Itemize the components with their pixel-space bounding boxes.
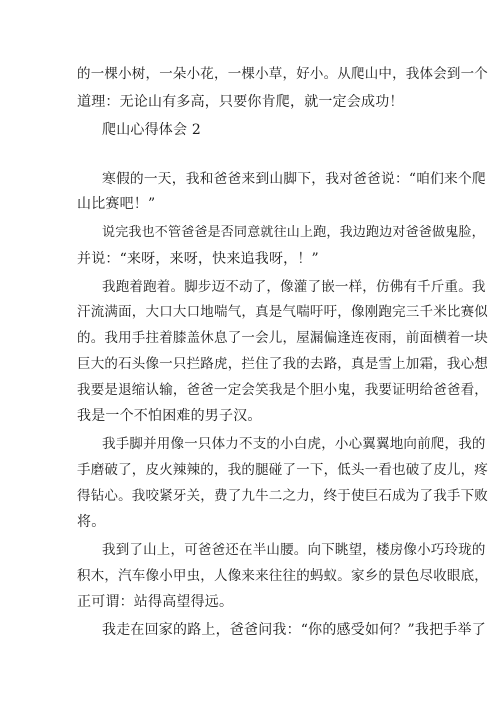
text-line: 我手脚并用像一只体力不支的小白虎，小心翼翼地向前爬，我的 — [102, 436, 486, 452]
text-line: 说完我也不管爸爸是否同意就往山上跑，我边跑边对爸爸做鬼脸， — [102, 225, 485, 240]
text-line: 我到了山上，可爸爸还在半山腰。向下眺望，楼房像小巧玲珑的 — [102, 542, 486, 558]
text-line: 我跑着跑着。脚步迈不动了，像灌了嵌一样，仿佛有千斤重。我 — [102, 279, 486, 295]
text-line: 正可谓：站得高望得远。 — [77, 594, 234, 610]
text-line: 我是一个不怕困难的男子汉。 — [77, 408, 262, 424]
text-line: 山比赛吧！” — [77, 196, 156, 212]
text-line: 汗流满面，大口大口地喘气，真是气喘吁吁，像刚跑完三千米比赛似 — [77, 304, 488, 320]
text-line: 我要是退缩认输，爸爸一定会笑我是个胆小鬼，我要证明给爸爸看， — [77, 382, 488, 398]
text-line: 将。 — [77, 514, 106, 530]
text-line: 巨大的石头像一只拦路虎，拦住了我的去路，真是雪上加霜，我心想 — [77, 356, 488, 372]
text-line: 道理：无论山有多高，只要你肯爬，就一定会成功！ — [77, 94, 404, 110]
section-heading: 爬山心得体会 2 — [102, 122, 201, 138]
text-line: 寒假的一天，我和爸爸来到山脚下，我对爸爸说：“咱们来个爬 — [102, 171, 486, 187]
text-line: 我走在回家的路上，爸爸问我：“你的感受如何？”我把手举了 — [102, 622, 486, 638]
text-line: 的。我用手拄着膝盖休息了一会儿，屋漏偏逢连夜雨，前面横着一块 — [77, 330, 488, 346]
text-line: 得钻心。我咬紧牙关，费了九牛二之力，终于使巨石成为了我手下败 — [77, 488, 488, 504]
text-line: 手磨破了，皮火辣辣的，我的腿碰了一下，低头一看也破了皮儿，疼 — [77, 462, 488, 478]
text-line: 积木，汽车像小甲虫，人像来来往往的蚂蚁。家乡的景色尽收眼底， — [77, 568, 488, 584]
text-line: 并说：“来呀，来呀，快来追我呀，！” — [77, 251, 319, 267]
text-line: 的一棵小树，一朵小花，一棵小草，好小。从爬山中，我体会到一个 — [77, 66, 488, 82]
